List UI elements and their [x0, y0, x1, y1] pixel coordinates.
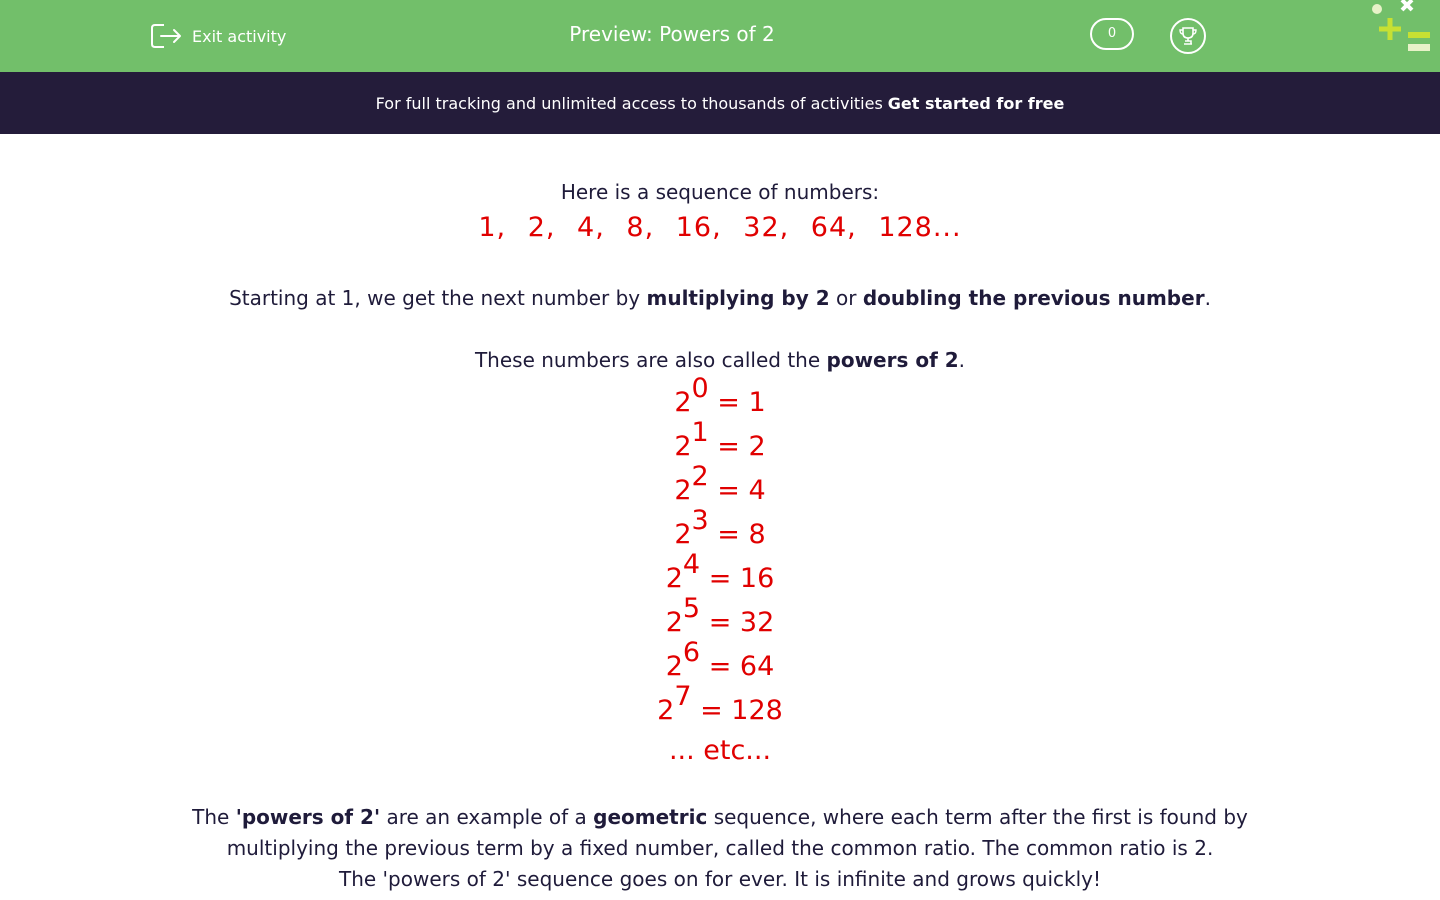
rule-or: or [836, 286, 857, 310]
callout-prefix: These numbers are also called the [474, 348, 821, 372]
power-row [0, 682, 1440, 726]
explanation-bold-powers: 'powers of 2' [235, 805, 381, 829]
power-result: = 8 [708, 519, 766, 550]
callout-suffix: . [958, 348, 966, 372]
power-exponent: 0 [691, 373, 709, 404]
power-row [0, 638, 1440, 682]
powers-list [0, 374, 1440, 770]
rule-bold-multiplying: multiplying by 2 [646, 286, 830, 310]
power-row [0, 462, 1440, 506]
get-started-link[interactable]: Get started for free [887, 93, 1065, 113]
explanation-line3: The 'powers of 2' sequence goes on for ever. It is infinite and grows quickly! [338, 867, 1102, 891]
power-row [0, 506, 1440, 550]
power-result: = 4 [708, 475, 766, 506]
powers-callout [0, 348, 1440, 372]
power-base: 2 [674, 431, 692, 462]
power-base: 2 [674, 519, 692, 550]
power-exponent: 4 [682, 549, 701, 580]
power-base: 2 [665, 607, 683, 638]
exit-activity-label: Exit activity [192, 26, 287, 46]
explanation-part3: sequence, where each term after the first is found by multiplying the previous term by a fixed number, called the common ratio. The common ratio is 2. [226, 805, 1248, 860]
power-exponent: 2 [691, 461, 709, 492]
promo-text: For full tracking and unlimited access to thousands of activities [375, 93, 883, 113]
power-exponent: 3 [691, 505, 709, 536]
trophy-button[interactable] [1170, 18, 1206, 54]
number-sequence: 1, 2, 4, 8, 16, 32, 64, 128... [478, 212, 962, 243]
power-base: 2 [665, 563, 683, 594]
power-row [0, 418, 1440, 462]
power-result: = 16 [700, 563, 775, 594]
power-row [0, 374, 1440, 418]
power-exponent: 5 [682, 593, 701, 624]
rule-prefix: Starting at 1, we get the next number by [229, 286, 641, 310]
power-result: = 1 [708, 387, 766, 418]
doubling-rule [0, 286, 1440, 310]
intro-text: Here is a sequence of numbers: [560, 180, 880, 204]
rule-bold-doubling: doubling the previous number [862, 286, 1205, 310]
callout-bold: powers of 2 [826, 348, 959, 372]
etc-text: ... etc... [668, 735, 772, 766]
explanation-part2: are an example of a [386, 805, 587, 829]
rule-suffix: . [1204, 286, 1211, 310]
brand-logo [1368, 0, 1440, 60]
power-exponent: 6 [682, 637, 701, 668]
power-base: 2 [674, 387, 692, 418]
power-exponent: 1 [691, 417, 709, 448]
score-badge: 0 [1090, 18, 1134, 50]
power-result: = 32 [700, 607, 775, 638]
explanation-part1: The [192, 805, 230, 829]
power-base: 2 [665, 651, 683, 682]
power-exponent: 7 [674, 681, 692, 712]
power-row [0, 550, 1440, 594]
promo-banner [0, 72, 1440, 134]
power-row [0, 594, 1440, 638]
page-title: Preview: Powers of 2 [569, 22, 775, 46]
explanation-paragraph [170, 802, 1270, 895]
power-result: = 64 [700, 651, 775, 682]
power-result: = 128 [691, 695, 783, 726]
power-base: 2 [674, 475, 692, 506]
explanation-bold-geometric: geometric [593, 805, 708, 829]
power-base: 2 [657, 695, 675, 726]
top-bar [0, 0, 1440, 72]
power-result: = 2 [708, 431, 766, 462]
trophy-icon [1178, 26, 1198, 46]
